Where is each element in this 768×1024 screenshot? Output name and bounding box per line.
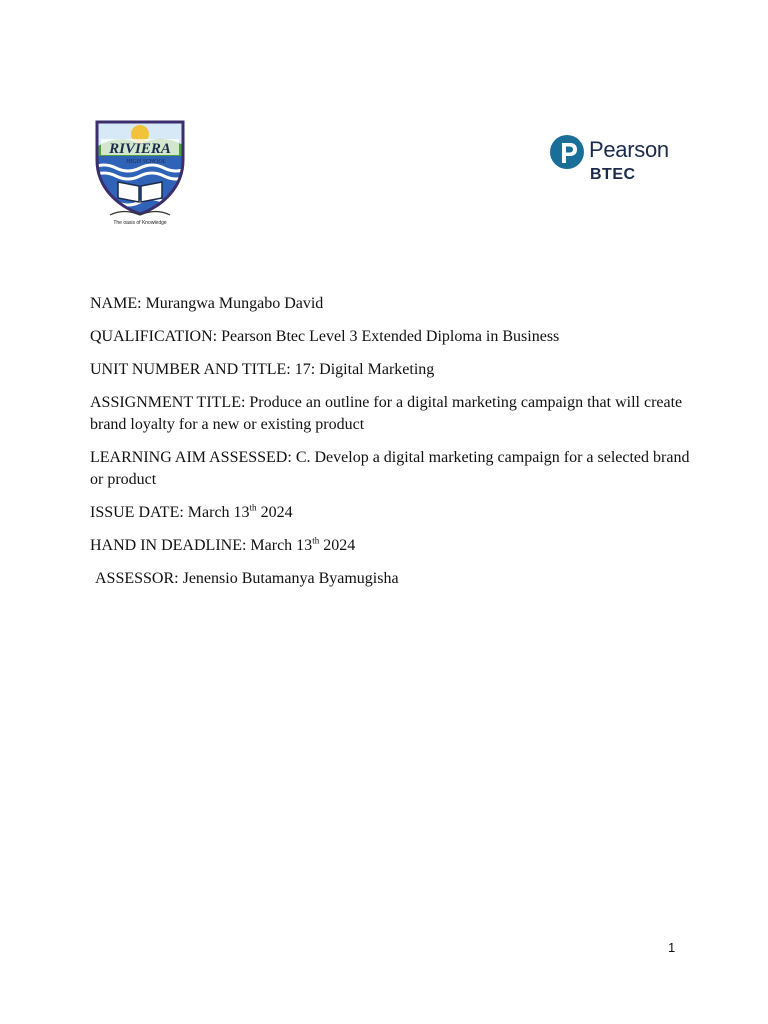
school-logo-subtext: HIGH SCHOOL bbox=[126, 159, 166, 165]
pearson-wordmark: Pearson bbox=[589, 137, 669, 162]
qualification-value: Pearson Btec Level 3 Extended Diploma in Business bbox=[221, 328, 560, 345]
deadline-label: HAND IN DEADLINE: bbox=[90, 537, 247, 554]
deadline-value: March 13 bbox=[250, 537, 313, 554]
school-crest-icon bbox=[92, 116, 188, 228]
learning-aim-label: LEARNING AIM ASSESSED: bbox=[90, 449, 292, 466]
qualification-line bbox=[90, 326, 690, 348]
pearson-btec-logo bbox=[550, 133, 680, 193]
unit-line bbox=[90, 359, 690, 381]
issue-date-label: ISSUE DATE: bbox=[90, 504, 184, 521]
school-logo-name: RIVIERA bbox=[109, 141, 171, 157]
name-label: NAME: bbox=[90, 295, 142, 312]
page-number: 1 bbox=[668, 940, 676, 955]
riviera-school-logo bbox=[92, 116, 188, 228]
name-line bbox=[90, 293, 690, 315]
deadline-line bbox=[90, 535, 690, 557]
assessor-value: Jenensio Butamanya Byamugisha bbox=[182, 570, 399, 587]
issue-date-suffix: th bbox=[249, 502, 257, 513]
issue-date-year: 2024 bbox=[256, 504, 293, 521]
qualification-label: QUALIFICATION: bbox=[90, 328, 218, 345]
assignment-title-line bbox=[90, 392, 690, 436]
learning-aim-value: C. Develop a digital marketing campaign for a selected brand or product bbox=[90, 449, 690, 488]
unit-label: UNIT NUMBER AND TITLE: bbox=[90, 361, 291, 378]
deadline-suffix: th bbox=[312, 535, 320, 546]
assignment-details bbox=[90, 293, 690, 601]
pearson-p-icon bbox=[550, 133, 586, 173]
learning-aim-line bbox=[90, 447, 690, 491]
issue-date-line bbox=[90, 502, 690, 524]
issue-date-value: March 13 bbox=[187, 504, 250, 521]
assessor-line bbox=[90, 568, 690, 590]
school-motto: The oasis of Knowledge bbox=[113, 220, 167, 226]
btec-wordmark: BTEC bbox=[590, 166, 636, 183]
assessor-label: ASSESSOR: bbox=[95, 570, 179, 587]
assignment-title-value: Produce an outline for a digital marketing campaign that will create brand loyalty for a new or existing product bbox=[90, 394, 683, 433]
assignment-title-label: ASSIGNMENT TITLE: bbox=[90, 394, 246, 411]
deadline-year: 2024 bbox=[319, 537, 356, 554]
name-value: Murangwa Mungabo David bbox=[145, 295, 324, 312]
unit-value: 17: Digital Marketing bbox=[294, 361, 435, 378]
